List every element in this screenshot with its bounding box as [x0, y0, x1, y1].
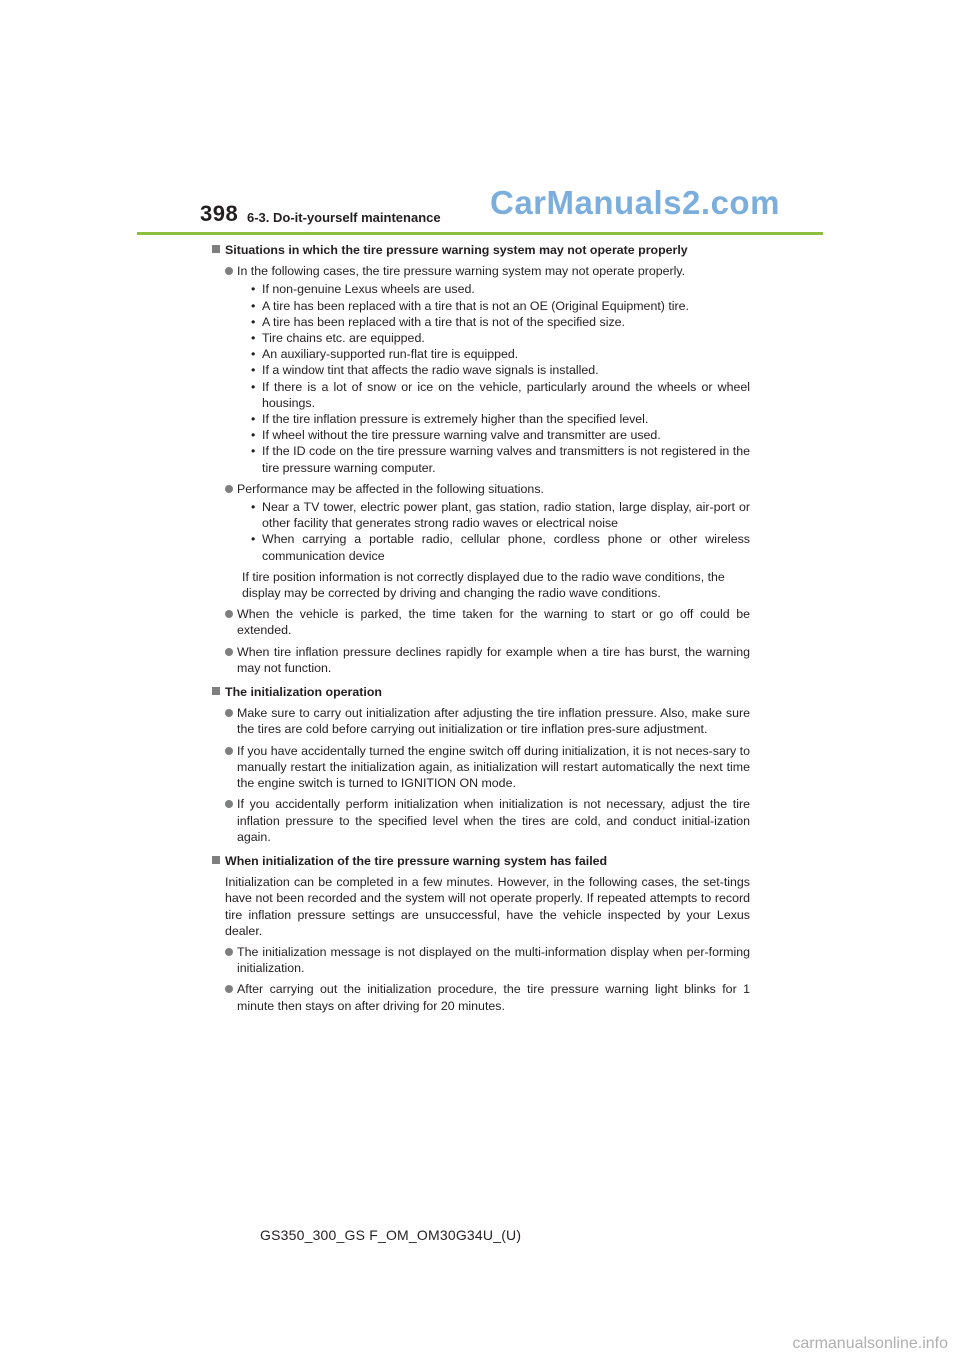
list-item: When tire inflation pressure declines rapidly for example when a tire has burst, the warning may not function. — [212, 644, 750, 676]
paragraph: Initialization can be completed in a few minutes. However, in the following cases, the set-tings have not been recorded and the system will not operate properly. If repeated attempts to record tire inflation pressure settings are unsuccessful, have the vehicle inspected by your Lexus dealer. — [225, 875, 750, 938]
sub-list-item: • If the ID code on the tire pressure warning valves and transmitters is not registered in the tire pressure warning computer. — [251, 443, 750, 475]
list-item: The initialization message is not displayed on the multi-information display when per-forming initialization. — [212, 944, 750, 976]
section-heading: The initialization operation — [212, 684, 750, 700]
section-heading: Situations in which the tire pressure warning system may not operate properly — [212, 242, 750, 258]
section-heading: When initialization of the tire pressure warning system has failed — [212, 853, 750, 869]
section-title: 6-3. Do-it-yourself maintenance — [247, 210, 441, 225]
sub-list-item: • If the tire inflation pressure is extremely higher than the specified level. — [251, 411, 750, 427]
sub-list-item: • A tire has been replaced with a tire that is not an OE (Original Equipment) tire. — [251, 298, 750, 314]
page-number: 398 — [200, 201, 239, 226]
circle-bullet-icon — [225, 948, 233, 956]
list-item: Make sure to carry out initialization after adjusting the tire inflation pressure. Also, make sure the tires are cold before carrying out initialization or tire inflation pres-sure adjustment. — [212, 705, 750, 737]
circle-bullet-icon — [225, 648, 233, 656]
circle-bullet-icon — [225, 485, 233, 493]
circle-bullet-icon — [225, 985, 233, 993]
sub-list-item: • Tire chains etc. are equipped. — [251, 330, 750, 346]
sub-list-item: • When carrying a portable radio, cellular phone, cordless phone or other wireless communication device — [251, 531, 750, 563]
note-text: If tire position information is not correctly displayed due to the radio wave conditions, the display may be corrected by driving and changing the radio wave conditions. — [242, 569, 725, 601]
footer-document-code: GS350_300_GS F_OM_OM30G34U_(U) — [260, 1227, 522, 1243]
sub-list-item: • If non-genuine Lexus wheels are used. — [251, 281, 750, 297]
square-bullet-icon — [212, 245, 220, 253]
circle-bullet-icon — [225, 747, 233, 755]
square-bullet-icon — [212, 687, 220, 695]
list-item: When the vehicle is parked, the time taken for the warning to start or go off could be extended. — [212, 606, 750, 638]
sub-list-item: • If a window tint that affects the radio wave signals is installed. — [251, 362, 750, 378]
square-bullet-icon — [212, 856, 220, 864]
circle-bullet-icon — [225, 709, 233, 717]
circle-bullet-icon — [225, 267, 233, 275]
list-item: In the following cases, the tire pressure warning system may not operate properly. • If non-genuine Lexus wheels are used. • A tire has been replaced with a tire that is not an OE (Original Equipment) tire. • A tire has been replaced with a tire that is not of the specified size. • Tire chains etc. are equipped. • An auxiliary-supported run-flat tire is equipped. • If a window tint that affects the radio wave signals is installed. • If there is a lot of snow or ice on the vehicle, particularly around the wheels or wheel housings. • If the tire inflation pressure is extremely higher than the specified level. • If wheel without the tire pressure warning valve and transmitter are used. • If the ID code on the tire pressure warning valves and transmitters is not registered in the tire pressure warning computer. — [212, 263, 750, 476]
sub-list-item: • A tire has been replaced with a tire that is not of the specified size. — [251, 314, 750, 330]
sub-list — [237, 499, 750, 564]
list-item: If you have accidentally turned the engine switch off during initialization, it is not neces-sary to manually restart the initialization again, as initialization will restart automatically the next time the engine switch is turned to IGNITION ON mode. — [212, 743, 750, 792]
sub-list-item: • If there is a lot of snow or ice on the vehicle, particularly around the wheels or wheel housings. — [251, 379, 750, 411]
watermark-logo: CarManuals2.com — [490, 184, 780, 221]
page-content — [212, 242, 750, 1019]
circle-bullet-icon — [225, 610, 233, 618]
page-header — [0, 0, 960, 240]
list-item: Performance may be affected in the following situations. • Near a TV tower, electric power plant, gas station, radio station, large display, air-port or other facility that generates strong radio waves or electrical noise • When carrying a portable radio, cellular phone, cordless phone or other wireless communication device — [212, 481, 750, 564]
sub-list-item: • If wheel without the tire pressure warning valve and transmitter are used. — [251, 427, 750, 443]
sub-list-item: • Near a TV tower, electric power plant, gas station, radio station, large display, air-port or other facility that generates strong radio waves or electrical noise — [251, 499, 750, 531]
footer-site-watermark: carmanualsonline.info — [792, 1335, 948, 1352]
list-item: After carrying out the initialization procedure, the tire pressure warning light blinks for 1 minute then stays on after driving for 20 minutes. — [212, 981, 750, 1013]
circle-bullet-icon — [225, 800, 233, 808]
sub-list — [237, 281, 750, 475]
list-item: If you accidentally perform initialization when initialization is not necessary, adjust the tire inflation pressure to the specified level when the tires are cold, and conduct initial-ization again. — [212, 796, 750, 845]
header-divider — [137, 232, 823, 235]
sub-list-item: • An auxiliary-supported run-flat tire is equipped. — [251, 346, 750, 362]
